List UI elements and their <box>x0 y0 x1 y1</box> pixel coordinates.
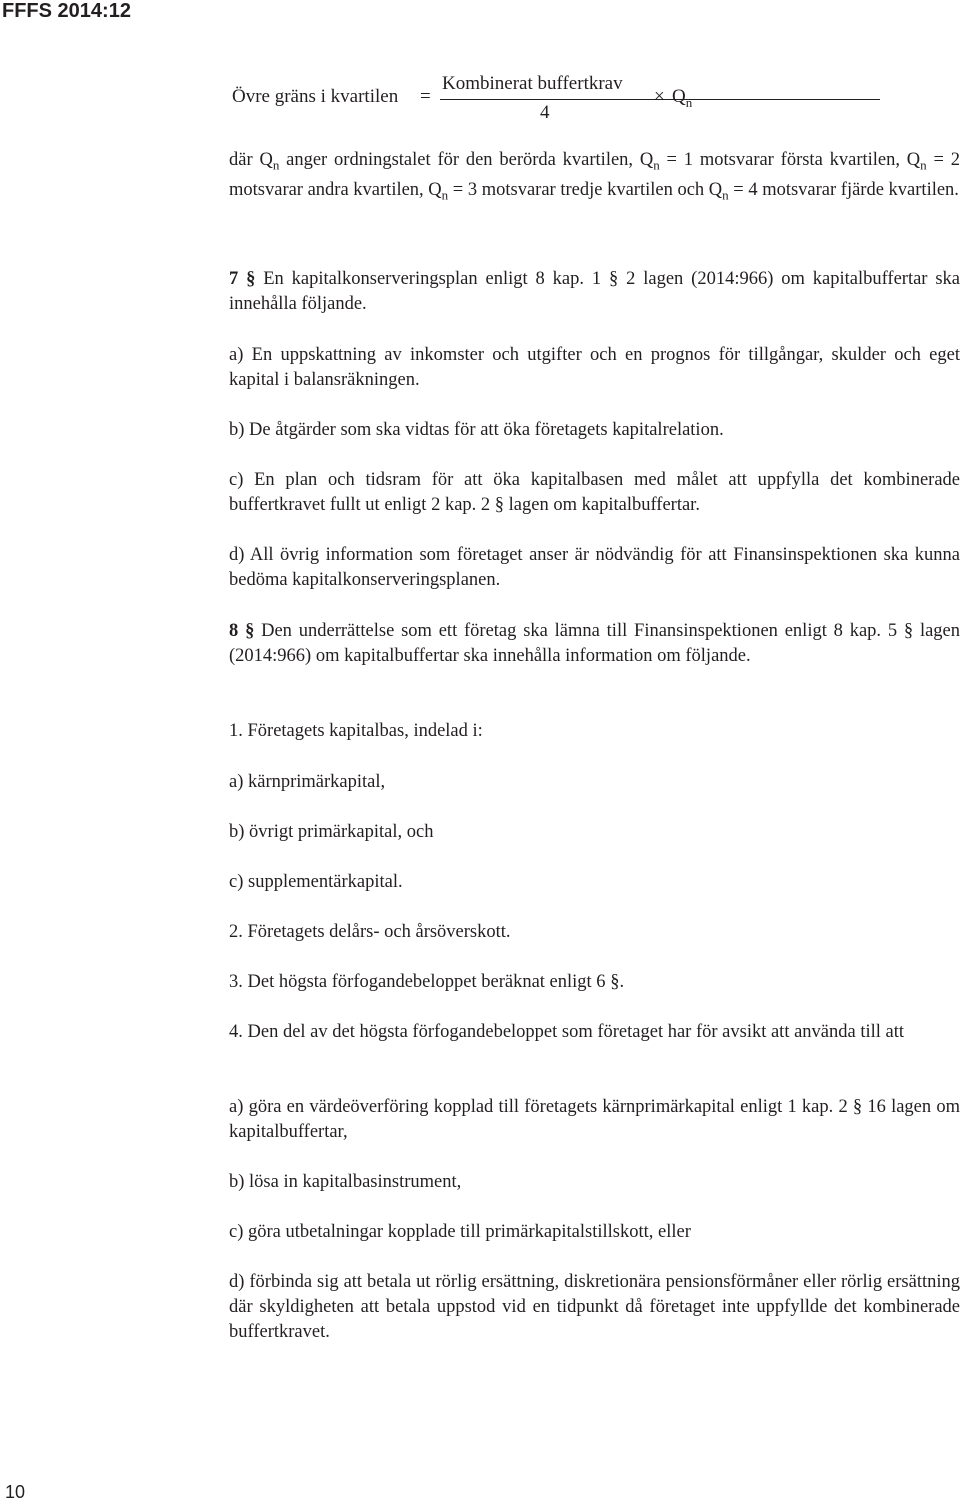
formula-numerator: Kombinerat buffertkrav <box>442 73 623 94</box>
formula-equals: = <box>420 86 431 107</box>
page-number: 10 <box>5 1482 26 1502</box>
list-item-1a: a) kärnprimärkapital, <box>229 772 386 792</box>
multiply-sign: × <box>654 86 665 107</box>
section-7-item-d: d) All övrig information som företaget anser är nödvändig för att Finansinspektionen ska kunna bedöma kapitalkonserveringsplanen. <box>229 545 960 590</box>
list-item-4c: c) göra utbetalningar kopplade till primärkapitalstillskott, eller <box>229 1222 691 1242</box>
section-7-intro: 7 § En kapitalkonserveringsplan enligt 8 kap. 1 § 2 lagen (2014:966) om kapitalbuffertar ska innehålla följande. <box>229 269 960 314</box>
formula-explanation: där $Q_n$ anger ordningstalet för den berörda kvartilen, $Q_n = 1$ motsvarar första kvartilen, $Q_n = 2$ motsvarar andra kvartilen, $Q_n = 3$ motsvarar tredje kvartilen och $Q_n = 4$ motsvarar fjärde kvartilen. <box>229 150 960 203</box>
section-7-item-a: a) En uppskattning av inkomster och utgifter och en prognos för tillgångar, skulder och eget kapital i balansräkningen. <box>229 345 960 390</box>
list-item-1b: b) övrigt primärkapital, och <box>229 822 434 842</box>
formula-q: $Q_n$ <box>672 86 693 110</box>
document-header: FFFS 2014:12 <box>2 0 131 22</box>
formula-denominator: 4 <box>540 102 550 123</box>
section-8-intro: 8 § Den underrättelse som ett företag ska lämna till Finansinspektionen enligt 8 kap. 5 § lagen (2014:966) om kapitalbuffertar ska innehålla information om följande. <box>229 621 960 666</box>
list-item-4: 4. Den del av det högsta förfogandebeloppet som företaget har för avsikt att använda till att <box>229 1022 905 1042</box>
list-item-1: 1. Företagets kapitalbas, indelad i: <box>229 721 483 741</box>
formula-lhs: Övre gräns i kvartilen <box>232 86 399 107</box>
list-item-1c: c) supplementärkapital. <box>229 872 403 892</box>
list-item-4b: b) lösa in kapitalbasinstrument, <box>229 1172 462 1192</box>
section-7-item-c: c) En plan och tidsram för att öka kapitalbasen med målet att uppfylla det kombinerade buffertkravet fullt ut enligt 2 kap. 2 § lagen om kapitalbuffertar. <box>229 470 960 515</box>
list-item-2: 2. Företagets delårs- och årsöverskott. <box>229 922 511 942</box>
buffer-formula <box>232 70 732 130</box>
list-item-4d: d) förbinda sig att betala ut rörlig ersättning, diskretionära pensionsförmåner eller rörlig ersättning där skyldigheten att betala uppstod vid en tidpunkt då företaget inte uppfyllde det kombinerade buffertkravet. <box>229 1272 960 1342</box>
list-item-4a: a) göra en värdeöverföring kopplad till företagets kärnprimärkapital enligt 1 kap. 2 § 16 lagen om kapitalbuffertar, <box>229 1097 960 1142</box>
section-7-item-b: b) De åtgärder som ska vidtas för att öka företagets kapitalrelation. <box>229 420 724 440</box>
list-item-3: 3. Det högsta förfogandebeloppet beräknat enligt 6 §. <box>229 972 625 992</box>
